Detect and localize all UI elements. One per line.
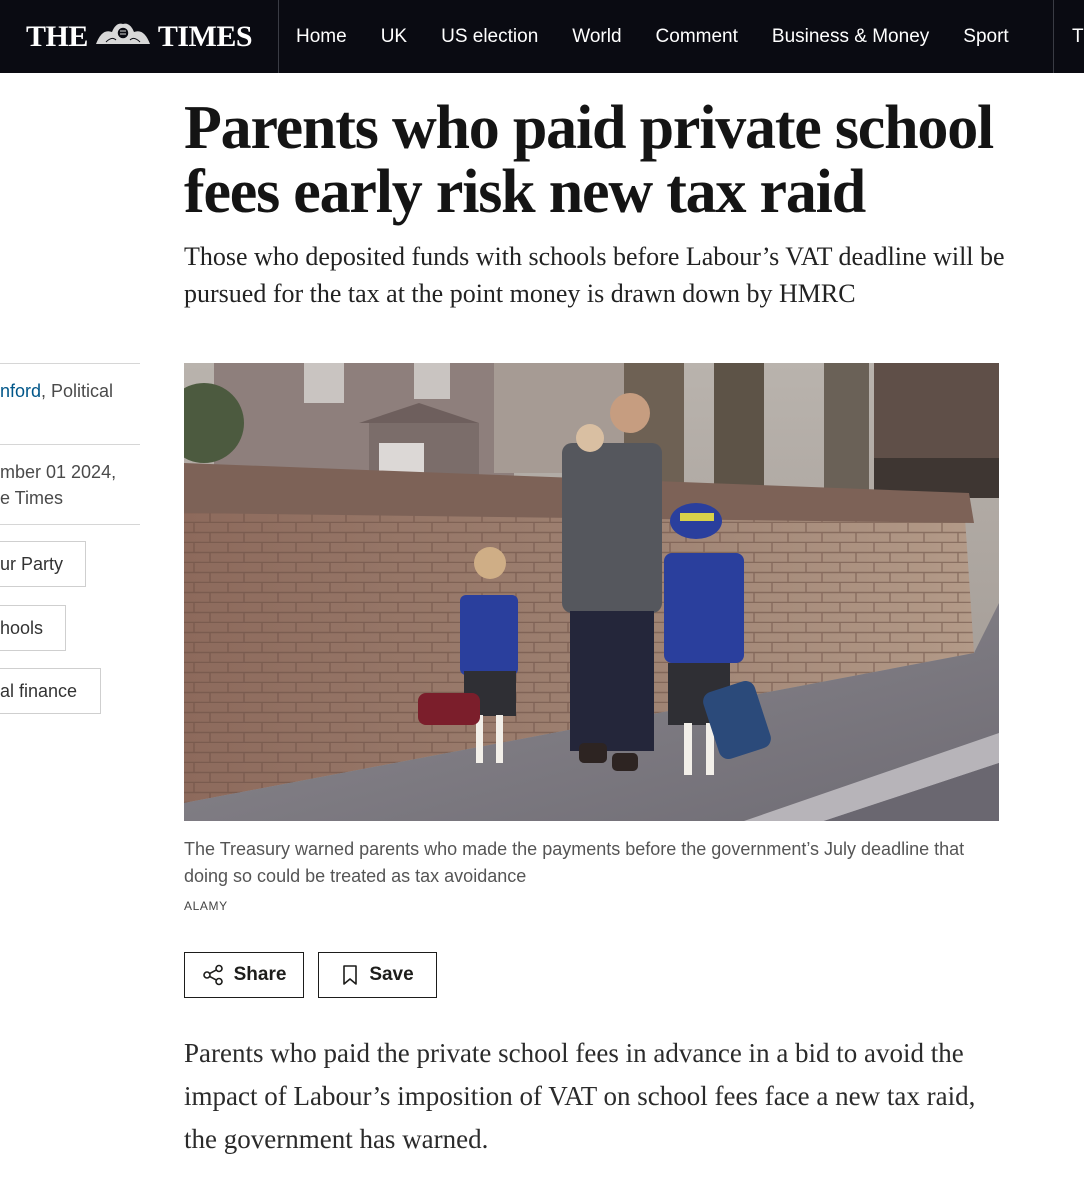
- article-paragraph: Parents who paid the private school fees in advance in a bid to avoid the impact of Labour’s imposition of VAT on school fees face a new tax raid, the government has warned.: [184, 1038, 976, 1154]
- nav-item-home[interactable]: Home: [296, 26, 347, 47]
- crest-icon: [92, 18, 154, 56]
- logo-word-times: TIMES: [157, 19, 253, 53]
- nav-item-us-election[interactable]: US election: [441, 26, 539, 47]
- bookmark-icon: [341, 964, 359, 986]
- article-hero-image: [184, 363, 999, 821]
- the-times-logo[interactable]: [0, 0, 279, 73]
- author-role: , Political: [41, 381, 114, 401]
- section-nav: [279, 0, 1026, 73]
- share-label: Share: [233, 964, 287, 985]
- article-standfirst: Those who deposited funds with schools before Labour’s VAT deadline will be pursued for the tax at the point money is drawn down by HMRC: [184, 242, 1005, 308]
- logo-word-the: THE: [25, 19, 88, 53]
- meta-divider: [0, 524, 140, 525]
- topic-tag-labour-party[interactable]: [0, 541, 86, 587]
- nav-item-overflow[interactable]: T: [1072, 26, 1084, 47]
- byline: [0, 378, 140, 408]
- publish-date: mber 01 2024,: [0, 462, 117, 482]
- nav-item-business-money[interactable]: Business & Money: [771, 26, 930, 47]
- meta-divider: [0, 444, 140, 445]
- nav-divider: [1053, 0, 1054, 73]
- share-icon: [202, 964, 224, 986]
- save-label: Save: [369, 964, 414, 985]
- article-headline: Parents who paid private school fees early risk new tax raid: [184, 94, 994, 226]
- save-button[interactable]: [318, 952, 437, 998]
- topic-tag-label: hools: [0, 618, 44, 638]
- publication-name: e Times: [0, 488, 64, 508]
- meta-divider: [0, 363, 140, 364]
- author-link[interactable]: nford: [0, 381, 42, 401]
- topic-tag-schools[interactable]: [0, 605, 66, 651]
- nav-item-comment[interactable]: Comment: [655, 26, 738, 47]
- image-credit: ALAMY: [184, 899, 228, 913]
- share-button[interactable]: [184, 952, 304, 998]
- image-caption: The Treasury warned parents who made the payments before the government’s July deadline that doing so could be treated as tax avoidance: [184, 839, 965, 886]
- nav-item-sport[interactable]: Sport: [963, 26, 1009, 47]
- top-navigation-bar: [0, 0, 1084, 73]
- topic-tag-label: al finance: [0, 681, 78, 701]
- publish-info: [0, 459, 140, 515]
- topic-tag-personal-finance[interactable]: [0, 668, 101, 714]
- nav-item-world[interactable]: World: [572, 26, 622, 47]
- nav-item-uk[interactable]: UK: [380, 26, 408, 47]
- topic-tag-label: ur Party: [0, 554, 64, 574]
